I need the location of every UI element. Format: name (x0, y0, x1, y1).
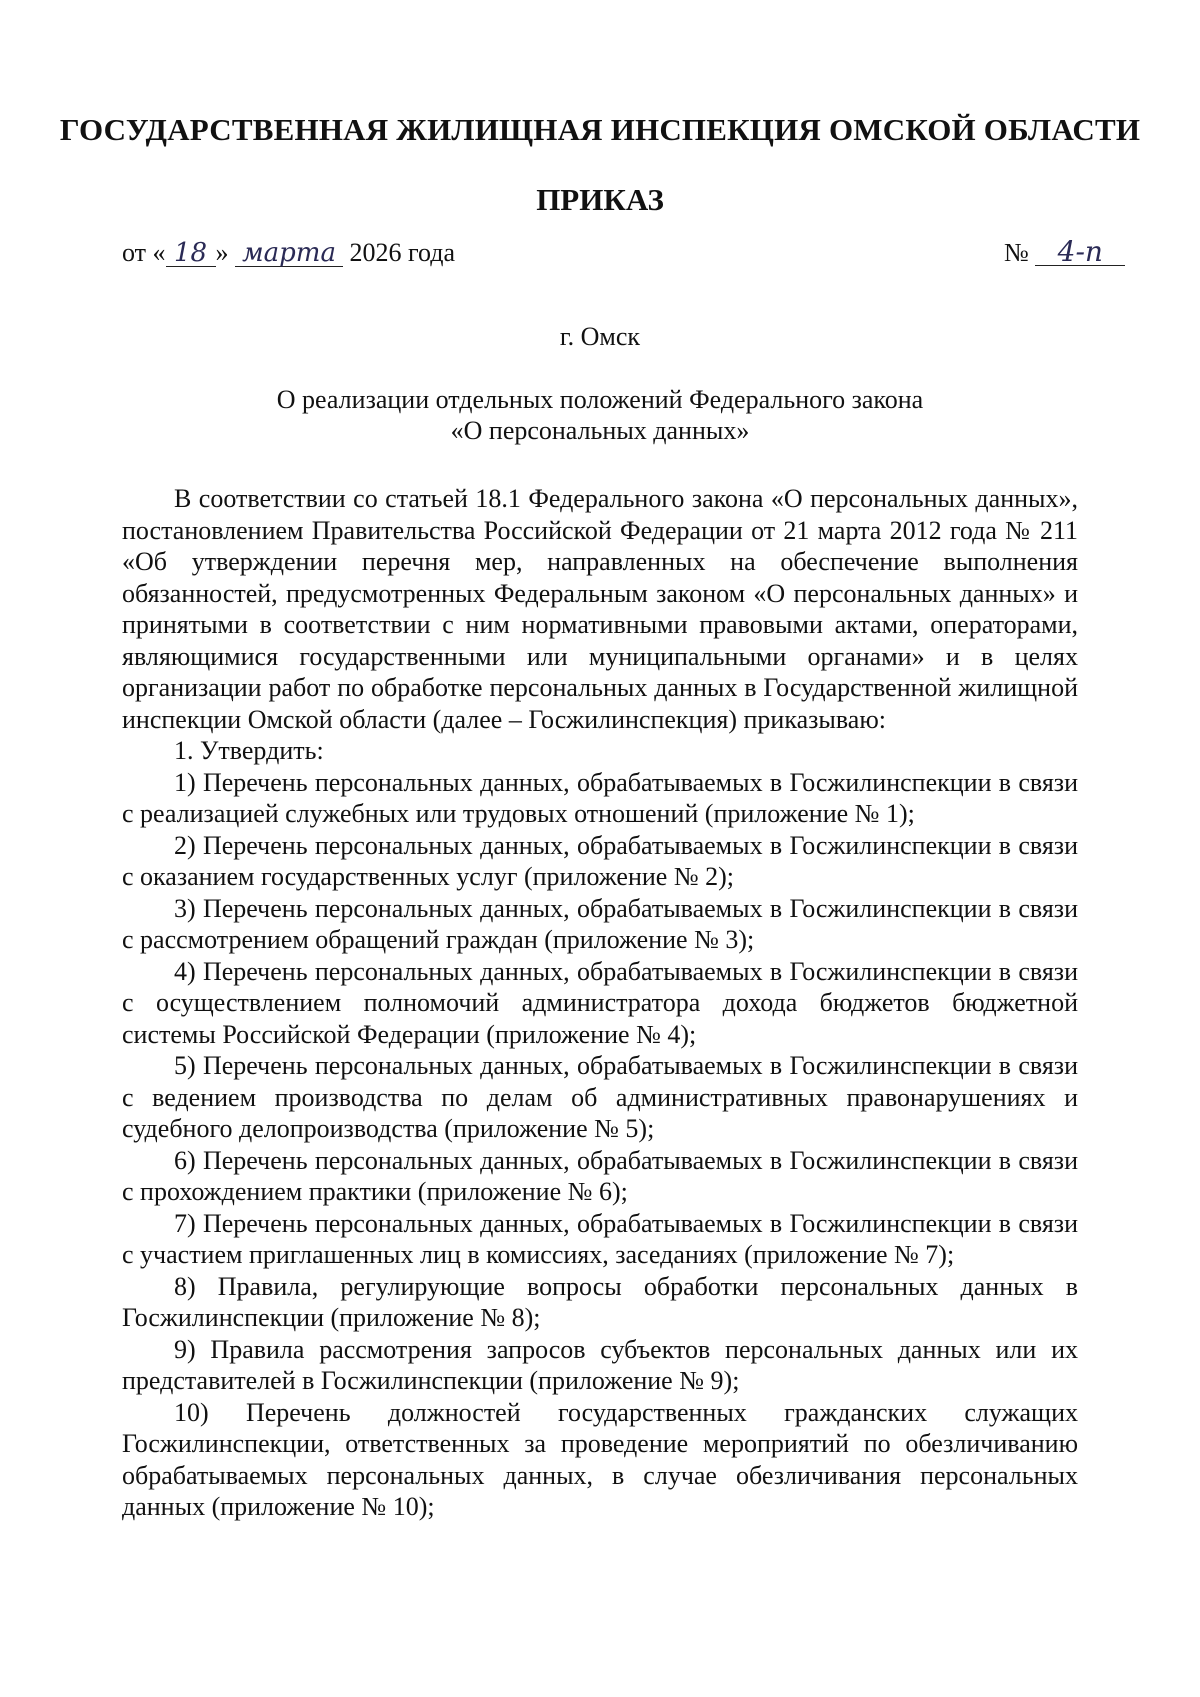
number-prefix: № (1004, 238, 1036, 267)
list-item: 8) Правила, регулирующие вопросы обработки персональных данных в Госжилинспекции (приложение № 8); (122, 1271, 1078, 1332)
document-type: ПРИКАЗ (536, 182, 664, 217)
order-number: 4-п (1035, 239, 1125, 266)
subject-line-1: О реализации отдельных положений Федерального закона (276, 385, 924, 414)
date-month: марта (235, 240, 343, 267)
date-suffix: 2026 года (343, 238, 456, 267)
date-middle: » (215, 238, 236, 267)
number-line (1004, 235, 1125, 268)
list-item: 10) Перечень должностей государственных гражданских служащих Госжилинспекции, ответственных за проведение мероприятий по обезличиванию обрабатываемых персональных данных, в случае обезличивания персональных данных (приложение № 10); (122, 1397, 1078, 1521)
preamble-paragraph: В соответствии со статьей 18.1 Федерального закона «О персональных данных», постановлением Правительства Российской Федерации от 21 марта 2012 года № 211 «Об утверждении перечня мер, направленных на обеспечение выполнения обязанностей, предусмотренных Федеральным законом «О персональных данных» и принятыми в соответствии с ним нормативными правовыми актами, операторами, являющимися государственными или муниципальными органами» и в целях организации работ по обработке персональных данных в Государственной жилищной инспекции Омской области (далее – Госжилинспекция) приказываю: (122, 484, 1078, 734)
order-subject (0, 384, 1200, 446)
list-item: 7) Перечень персональных данных, обрабатываемых в Госжилинспекции в связи с участием приглашенных лиц в комиссиях, заседаниях (приложение № 7); (122, 1208, 1078, 1269)
city: г. Омск (559, 322, 641, 351)
clause-1: 1. Утвердить: (174, 736, 324, 765)
date-line (122, 238, 455, 268)
list-item: 4) Перечень персональных данных, обрабатываемых в Госжилинспекции в связи с осуществлением полномочий администратора дохода бюджетов бюджетной системы Российской Федерации (приложение № 4); (122, 956, 1078, 1049)
date-day: 18 (166, 240, 216, 267)
date-prefix: от « (122, 238, 166, 267)
list-item: 3) Перечень персональных данных, обрабатываемых в Госжилинспекции в связи с рассмотрением обращений граждан (приложение № 3); (122, 893, 1078, 954)
list-item: 9) Правила рассмотрения запросов субъектов персональных данных или их представителей в Госжилинспекции (приложение № 9); (122, 1334, 1078, 1395)
list-item: 5) Перечень персональных данных, обрабатываемых в Госжилинспекции в связи с ведением производства по делам об административных правонарушениях и судебного делопроизводства (приложение № 5); (122, 1051, 1078, 1143)
list-item: 2) Перечень персональных данных, обрабатываемых в Госжилинспекции в связи с оказанием государственных услуг (приложение № 2); (122, 830, 1078, 891)
list-item: 6) Перечень персональных данных, обрабатываемых в Госжилинспекции в связи с прохождением практики (приложение № 6); (122, 1145, 1078, 1206)
subject-line-2: «О персональных данных» (450, 416, 750, 445)
list-item: 1) Перечень персональных данных, обрабатываемых в Госжилинспекции в связи с реализацией служебных или трудовых отношений (приложение № 1); (122, 767, 1078, 828)
order-body (122, 483, 1078, 1523)
organization-title: ГОСУДАРСТВЕННАЯ ЖИЛИЩНАЯ ИНСПЕКЦИЯ ОМСКОЙ ОБЛАСТИ (59, 112, 1141, 147)
